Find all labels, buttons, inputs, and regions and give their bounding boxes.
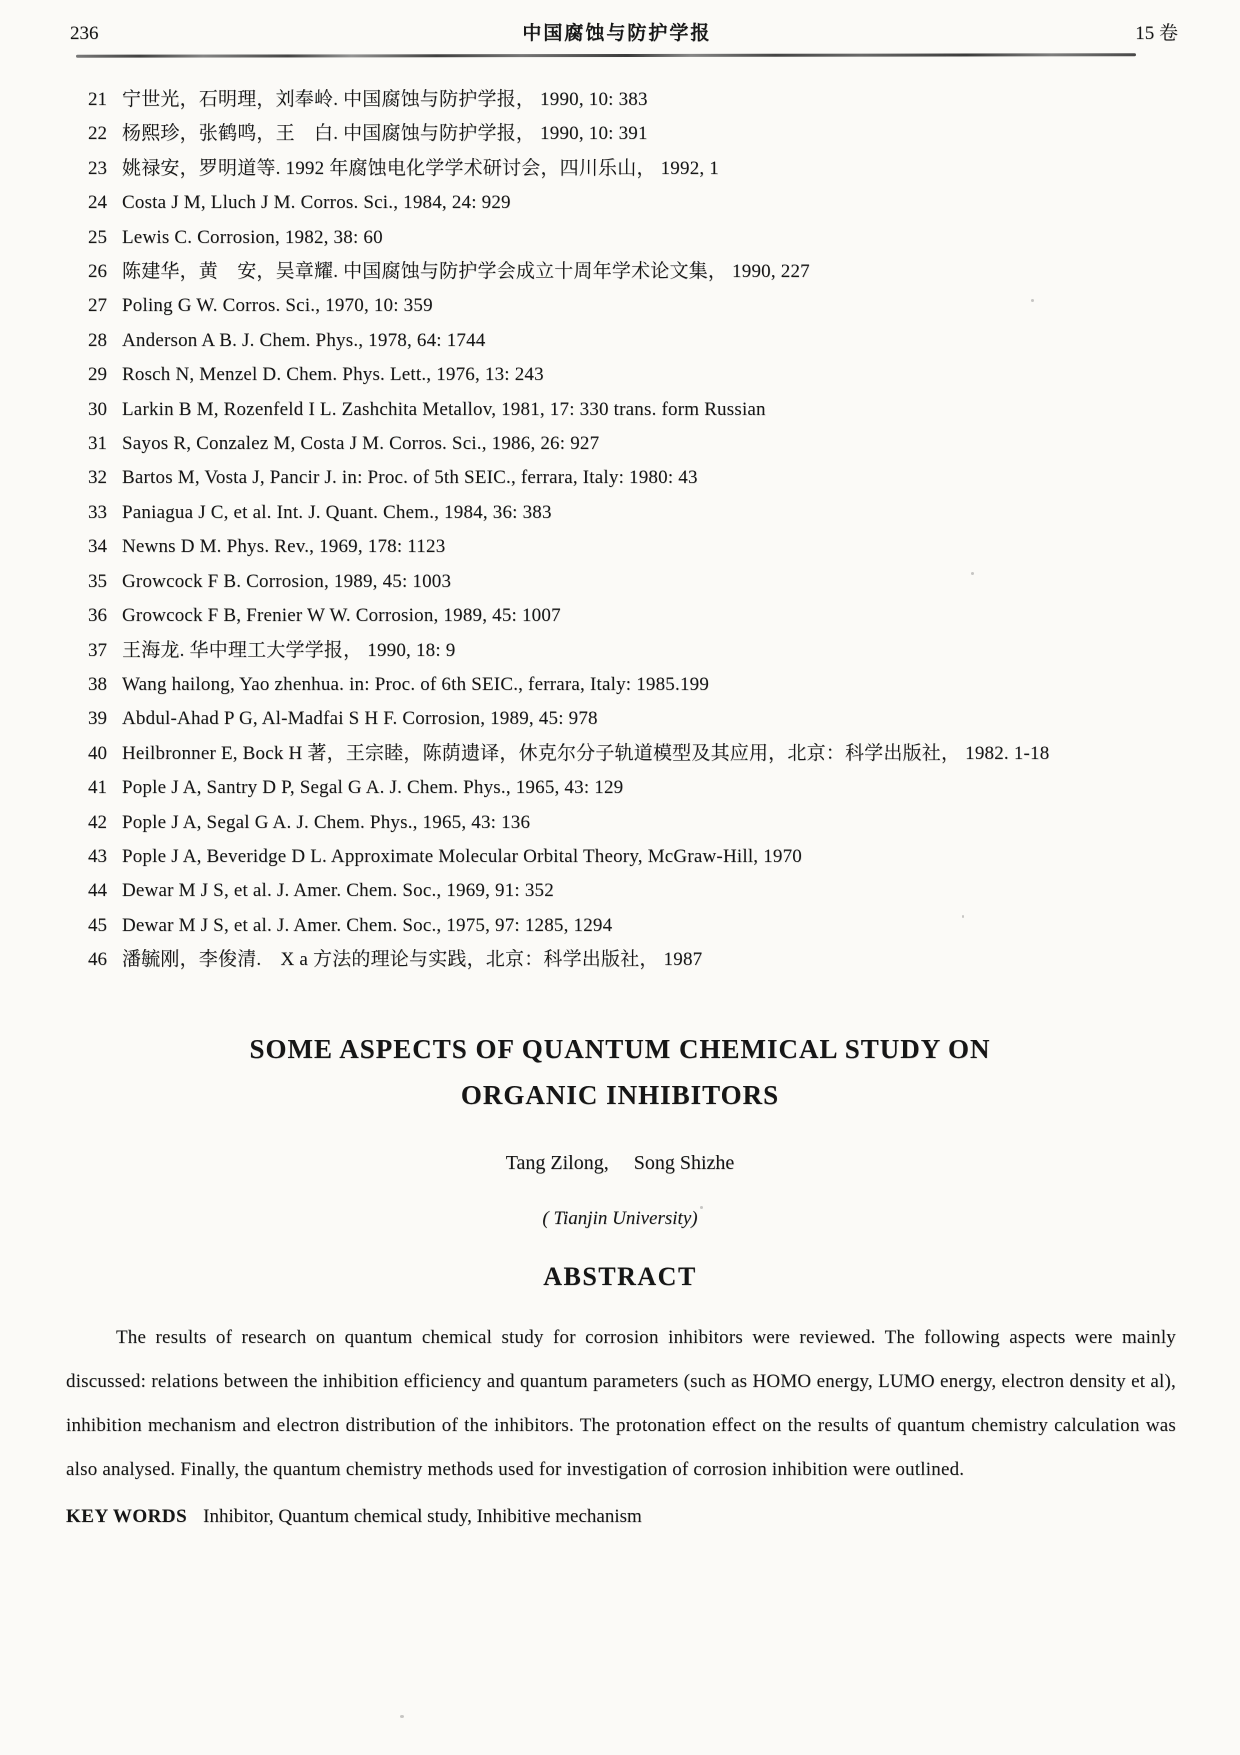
reference-text: 陈建华，黄 安，吴章耀. 中国腐蚀与防护学会成立十周年学术论文集， 1990, 227 [122, 261, 810, 283]
article-title-line1: SOME ASPECTS OF QUANTUM CHEMICAL STUDY ON [249, 1033, 991, 1064]
reference-text: Pople J A, Santry D P, Segal G A. J. Chem. Phys., 1965, 43: 129 [122, 777, 624, 799]
reference-number: 29 [88, 364, 107, 386]
reference-item [88, 771, 1184, 805]
reference-number: 43 [88, 845, 107, 867]
reference-text: Sayos R, Conzalez M, Costa J M. Corros. Sci., 1986, 26: 927 [122, 433, 600, 455]
header-rule [76, 53, 1136, 57]
reference-number: 40 [88, 742, 107, 764]
reference-item [88, 289, 1184, 323]
scan-speck [700, 1206, 703, 1209]
reference-number: 36 [88, 605, 107, 627]
reference-number: 35 [88, 570, 107, 592]
reference-number: 33 [88, 501, 107, 523]
reference-item [88, 461, 1184, 495]
reference-text: Larkin B M, Rozenfeld I L. Zashchita Metallov, 1981, 17: 330 trans. form Russian [122, 398, 766, 420]
reference-item [88, 702, 1184, 736]
reference-item [88, 152, 1184, 186]
reference-item [88, 393, 1184, 427]
reference-number: 22 [88, 123, 107, 145]
reference-item [88, 668, 1184, 702]
reference-item [88, 427, 1184, 461]
reference-number: 28 [88, 329, 107, 351]
reference-text: Poling G W. Corros. Sci., 1970, 10: 359 [122, 295, 433, 317]
reference-text: Pople J A, Segal G A. J. Chem. Phys., 1965, 43: 136 [122, 811, 531, 833]
reference-text: 宁世光，石明理，刘奉岭. 中国腐蚀与防护学报， 1990, 10: 383 [122, 89, 648, 110]
reference-item [88, 806, 1184, 840]
reference-text: 姚禄安，罗明道等. 1992 年腐蚀电化学学术研讨会，四川乐山， 1992, 1 [122, 157, 720, 179]
reference-item [88, 186, 1184, 220]
reference-text: Newns D M. Phys. Rev., 1969, 178: 1123 [122, 536, 446, 558]
reference-text: Dewar M J S, et al. J. Amer. Chem. Soc., 1969, 91: 352 [122, 880, 554, 902]
reference-number: 39 [88, 708, 107, 730]
volume-label: 15 卷 [1135, 23, 1178, 44]
reference-number: 46 [88, 949, 107, 971]
affiliation: ( Tianjin University) [542, 1207, 698, 1229]
authors: Tang Zilong, Song Shizhe [505, 1151, 735, 1174]
keywords-label: KEY WORDS [66, 1505, 188, 1527]
scan-speck [962, 915, 964, 918]
reference-item [88, 840, 1184, 874]
keywords-line [66, 1506, 1176, 1528]
reference-text: Heilbronner E, Bock H 著，王宗睦，陈荫遗译，休克尔分子轨道模型及其应用，北京：科学出版社， 1982. 1-18 [122, 742, 1050, 764]
reference-text: Abdul-Ahad P G, Al-Madfai S H F. Corrosion, 1989, 45: 978 [122, 708, 598, 730]
reference-text: Bartos M, Vosta J, Pancir J. in: Proc. of 5th SEIC., ferrara, Italy: 1980: 43 [122, 467, 698, 489]
reference-item [88, 530, 1184, 564]
reference-item [88, 117, 1184, 151]
references-list [88, 83, 1184, 978]
reference-text: Wang hailong, Yao zhenhua. in: Proc. of 6th SEIC., ferrara, Italy: 1985.199 [122, 673, 710, 695]
reference-number: 27 [88, 295, 107, 317]
keywords-text: Inhibitor, Quantum chemical study, Inhibitive mechanism [203, 1505, 642, 1527]
reference-text: 杨熙珍，张鹤鸣，王 白. 中国腐蚀与防护学报， 1990, 10: 391 [122, 123, 648, 145]
reference-number: 31 [88, 433, 107, 455]
reference-number: 34 [88, 536, 107, 558]
reference-item [88, 874, 1184, 908]
reference-item [88, 496, 1184, 530]
scan-speck [400, 1715, 404, 1718]
reference-text: Paniagua J C, et al. Int. J. Quant. Chem., 1984, 36: 383 [122, 501, 552, 523]
reference-number: 25 [88, 226, 107, 248]
abstract-text: The results of research on quantum chemical study for corrosion inhibitors were reviewed. The following aspects were mainly discussed: relations between the inhibition efficiency and quantum parameters (such as HOMO energy, LUMO energy, electron density et al), inhibition mechanism and electron distribution of the inhibitors. The protonation effect on the results of quantum chemistry calculation was also analysed. Finally, the quantum chemistry methods used for investigation of corrosion inhibition were outlined. [66, 1326, 1176, 1480]
reference-number: 32 [88, 467, 107, 489]
reference-number: 42 [88, 811, 107, 833]
page-header [0, 0, 1240, 45]
article-title [60, 1026, 1180, 1118]
reference-number: 23 [88, 157, 107, 179]
reference-number: 30 [88, 398, 107, 420]
reference-text: Costa J M, Lluch J M. Corros. Sci., 1984, 24: 929 [122, 192, 511, 214]
reference-item [88, 737, 1184, 771]
reference-item [88, 221, 1184, 255]
reference-text: 潘毓刚，李俊清. X a 方法的理论与实践，北京：科学出版社， 1987 [122, 949, 703, 971]
page-number: 236 [70, 23, 99, 44]
reference-item [88, 943, 1184, 977]
reference-item [88, 324, 1184, 358]
reference-item [88, 634, 1184, 668]
article-title-line2: ORGANIC INHIBITORS [460, 1079, 780, 1110]
journal-title: 中国腐蚀与防护学报 [522, 23, 712, 44]
scan-speck [1031, 299, 1034, 302]
abstract-heading: ABSTRACT [543, 1261, 697, 1291]
reference-text: 王海龙. 华中理工大学学报， 1990, 18: 9 [122, 639, 456, 661]
reference-item [88, 599, 1184, 633]
reference-number: 41 [88, 777, 107, 799]
reference-number: 38 [88, 673, 107, 695]
reference-item [88, 255, 1184, 289]
reference-number: 37 [88, 639, 107, 661]
reference-text: Lewis C. Corrosion, 1982, 38: 60 [122, 226, 383, 248]
reference-item [88, 358, 1184, 392]
reference-text: Anderson A B. J. Chem. Phys., 1978, 64: 1744 [122, 329, 486, 351]
reference-text: Growcock F B, Frenier W W. Corrosion, 1989, 45: 1007 [122, 605, 561, 627]
reference-item [88, 83, 1184, 117]
reference-text: Growcock F B. Corrosion, 1989, 45: 1003 [122, 570, 452, 592]
reference-text: Pople J A, Beveridge D L. Approximate Molecular Orbital Theory, McGraw-Hill, 1970 [122, 845, 803, 867]
reference-text: Dewar M J S, et al. J. Amer. Chem. Soc., 1975, 97: 1285, 1294 [122, 914, 613, 936]
reference-number: 21 [88, 89, 107, 110]
reference-number: 44 [88, 880, 107, 902]
reference-number: 24 [88, 192, 107, 214]
reference-text: Rosch N, Menzel D. Chem. Phys. Lett., 1976, 13: 243 [122, 364, 544, 386]
reference-number: 26 [88, 261, 107, 283]
scan-speck [971, 572, 974, 575]
reference-item [88, 565, 1184, 599]
reference-item [88, 909, 1184, 943]
reference-number: 45 [88, 914, 107, 936]
